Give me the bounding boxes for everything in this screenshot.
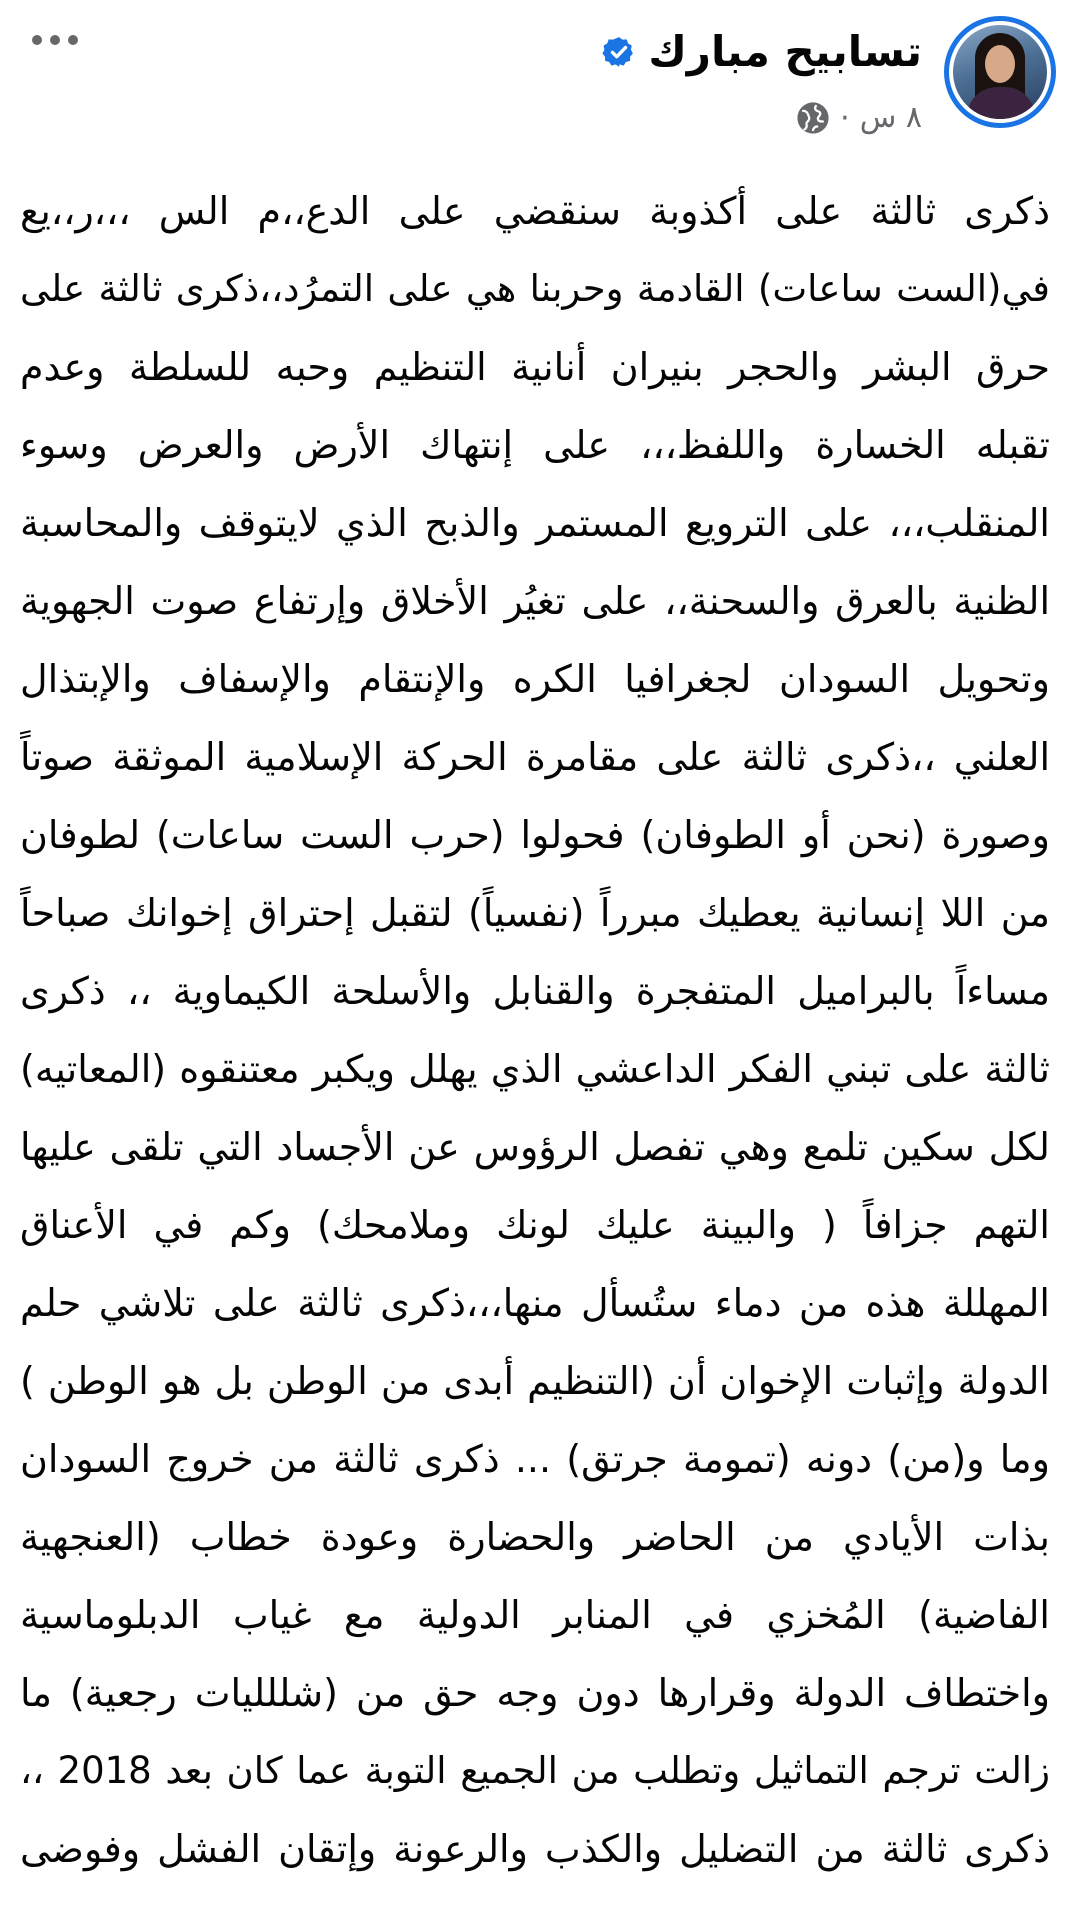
post-text-line: لكل سكين تلمع وهي تفصل الرؤوس عن الأجساد التي تلقى عليها xyxy=(20,1125,1050,1169)
post-text-line: في(الست ساعات) القادمة وحربنا هي على التمرُد،،ذكرى ثالثة على xyxy=(20,267,1050,310)
more-options-icon xyxy=(32,35,42,45)
post-text-line: من اللا إنسانية يعطيك مبرراً (نفسياً) لتقبل إحتراق إخوانك صباحاً xyxy=(20,891,1050,935)
post-text-line: ذكرى ثالثة من التضليل والكذب والرعونة وإتقان الفشل وفوضى xyxy=(20,1827,1050,1871)
avatar-face-shape xyxy=(985,45,1015,83)
post-text-line: الدولة وإثبات الإخوان أن (التنظيم أبدى من الوطن بل هو الوطن ) xyxy=(20,1359,1050,1403)
meta-separator: · xyxy=(840,100,850,136)
author-name-row xyxy=(602,22,922,82)
post-text-line: التهم جزافاً ( والبينة عليك لونك وملامحك) وكم في الأعناق xyxy=(20,1203,1050,1247)
post-text-line: وما و(من) دونه (تمومة جرتق) ... ذكرى ثالثة من خروج السودان xyxy=(20,1437,1050,1481)
post-text-line: زالت ترجم التماثيل وتطلب من الجميع التوبة عما كان بعد 2018 ،، xyxy=(20,1749,1050,1792)
author-avatar[interactable] xyxy=(944,16,1056,128)
post-body-text xyxy=(20,172,1050,1888)
post-text-line: واختطاف الدولة وقرارها دون وجه حق من (شللليات رجعية) ما xyxy=(20,1671,1050,1715)
post-header xyxy=(0,0,1080,160)
post-text-line: ذكرى ثالثة على أكذوبة سنقضي على الدع،،م الس ،،،ر،،يع xyxy=(20,189,1050,233)
more-options-icon-dot xyxy=(68,35,78,45)
verified-badge-icon xyxy=(602,35,636,69)
avatar-photo xyxy=(953,25,1047,119)
post-text-line: المهللة هذه من دماء ستُسأل منها،،،ذكرى ثالثة على تلاشي حلم xyxy=(20,1281,1050,1325)
post-text-line: وتحويل السودان لجغرافيا الكره والإنتقام والإسفاف والإبتذال xyxy=(20,657,1050,701)
post-text-line: ثالثة على تبني الفكر الداعشي الذي يهلل ويكبر معتنقوه (المعاتيه) xyxy=(20,1047,1050,1091)
post-text-line: تقبله الخسارة واللفظ،،، على إنتهاك الأرض والعرض وسوء xyxy=(20,423,1050,467)
post-text-line: العلني ،،ذكرى ثالثة على مقامرة الحركة الإسلامية الموثقة صوتاً xyxy=(20,735,1050,779)
post-text-line: وصورة (نحن أو الطوفان) فحولوا (حرب الست ساعات) لطوفان xyxy=(20,813,1050,857)
post-meta-row xyxy=(796,98,922,138)
globe-icon[interactable] xyxy=(796,101,830,135)
post-text-line: الظنية بالعرق والسحنة،، على تغيُر الأخلاق وإرتفاع صوت الجهوية xyxy=(20,579,1050,623)
post-text-line: مساءاً بالبراميل المتفجرة والقنابل والأسلحة الكيماوية ،، ذكرى xyxy=(20,969,1050,1013)
post-timestamp[interactable]: ٨ س xyxy=(859,100,922,135)
post-text-line: بذات الأيادي من الحاضر والحضارة وعودة خطاب (العنجهية xyxy=(20,1515,1050,1559)
post-text-line: حرق البشر والحجر بنيران أنانية التنظيم وحبه للسلطة وعدم xyxy=(20,345,1050,389)
post-text-line: المنقلب،،، على الترويع المستمر والذبح الذي لايتوقف والمحاسبة xyxy=(20,501,1050,545)
post-text-line: الفاضية) المُخزي في المنابر الدولية مع غياب الدبلوماسية xyxy=(20,1593,1050,1637)
author-name[interactable]: تسابيح مبارك xyxy=(648,27,922,76)
more-options-icon-dot xyxy=(50,35,60,45)
more-options-button[interactable] xyxy=(20,18,90,62)
